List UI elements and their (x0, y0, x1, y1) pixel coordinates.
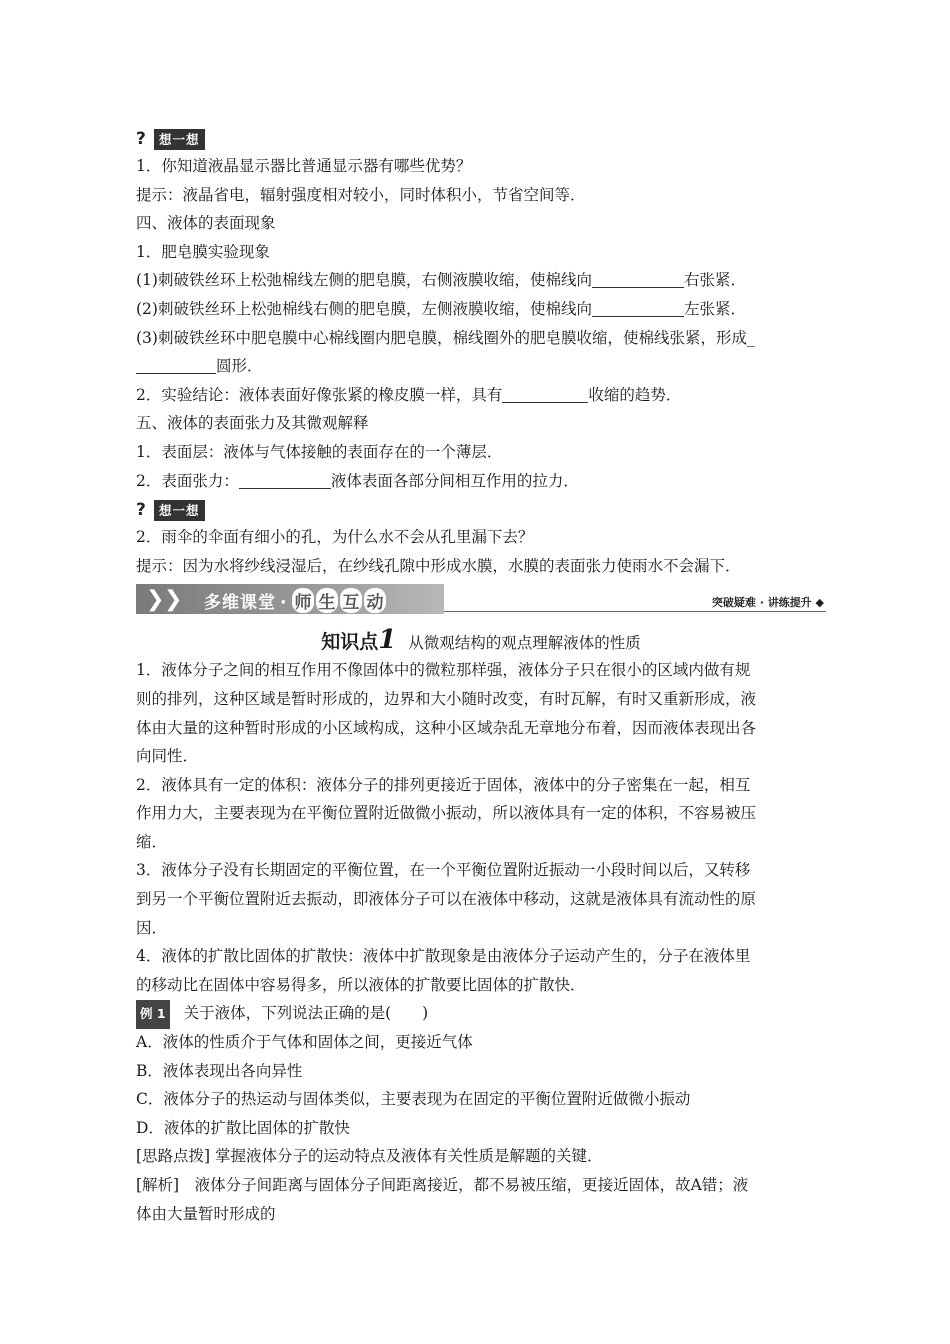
section-5-item-1: 1．表面层：液体与气体接触的表面存在的一个薄层． (136, 442, 503, 461)
section-4-item-1b: (2)刺破铁丝环上松弛棉线右侧的肥皂膜，左侧液膜收缩，使棉线向 左张紧． (136, 299, 746, 318)
answer-1: 提示：液晶省电，辐射强度相对较小，同时体积小，节省空间等． (136, 185, 586, 204)
think-tag: 想一想 (154, 500, 205, 521)
question-icon: ? (136, 129, 146, 149)
think-header-2 (136, 497, 826, 523)
option-a: A．液体的性质介于气体和固体之间，更接近气体 (136, 1033, 473, 1052)
think-tag: 想一想 (154, 129, 205, 150)
banner-side-text: 突破疑难 · 讲练提升 ◆ (704, 594, 824, 610)
paragraph-4: 4．液体的扩散比固体的扩散快：液体中扩散现象是由液体分子运动产生的，分子在液体里 的移动比在固体中容易得多，所以液体的扩散要比固体的扩散快． (136, 947, 751, 994)
answer-2: 提示：因为水将纱线浸湿后，在纱线孔隙中形成水膜，水膜的表面张力使雨水不会漏下． (136, 556, 741, 575)
analysis-line-2: 体由大量暂时形成的 (136, 1204, 276, 1223)
section-4-item-1c-cont: 圆形． (136, 352, 826, 381)
knowledge-point-heading: 知识点1 从微观结构的观点理解液体的性质 (321, 625, 641, 656)
analysis-line-1: [解析] 液体分子间距离与固体分子间距离接近，都不易被压缩，更接近固体，故A错；液 (136, 1176, 749, 1194)
option-c: C．液体分子的热运动与固体类似，主要表现为在固定的平衡位置附近做微小振动 (136, 1090, 691, 1109)
document-page (136, 124, 826, 1228)
think-header-1 (136, 126, 826, 152)
question-1: 1．你知道液晶显示器比普通显示器有哪些优势？ (136, 157, 472, 175)
banner-rule (444, 611, 826, 612)
section-4-heading: 四、液体的表面现象 (136, 214, 276, 233)
question-icon: ? (136, 500, 146, 521)
paragraph-2: 2．液体具有一定的体积：液体分子的排列更接近于固体，液体中的分子密集在一起，相互 作用力大，主要表现为在平衡位置附近做微小振动，所以液体具有一定的体积，不容易被压 缩． (136, 775, 757, 851)
hint-text: [思路点拨] 掌握液体分子的运动特点及液体有关性质是解题的关键． (136, 1147, 603, 1166)
chevron-right-icon: ❯ (146, 587, 165, 613)
fill-blank (136, 355, 216, 374)
fill-blank (592, 269, 684, 288)
section-4-item-1c: (3)刺破铁丝环中肥皂膜中心棉线圈内肥皂膜，棉线圈外的肥皂膜收缩，使棉线张紧，形成_ (136, 328, 755, 347)
chevron-right-icon: ❯ (164, 587, 183, 613)
fill-blank (592, 298, 684, 317)
paragraph-1: 1．液体分子之间的相互作用不像固体中的微粒那样强，液体分子只在很小的区域内做有规 则的排列，这种区域是暂时形成的，边界和大小随时改变，有时瓦解，有时又重新形成，液 体由大量的这种暂时形成的小区域构成，这种小区域杂乱无章地分布着，因而液体表现出各 向同性． (136, 661, 757, 766)
option-b: B．液体表现出各向异性 (136, 1061, 303, 1080)
paragraph-3: 3．液体分子没有长期固定的平衡位置，在一个平衡位置附近振动一小段时间以后，又转移 到另一个平衡位置附近去振动，即液体分子可以在液体中移动，这就是液体具有流动性的原 因． (136, 861, 757, 937)
banner-title: 多维课堂 · 师 生 互 动 (204, 588, 387, 613)
section-4-item-2: 2．实验结论：液体表面好像张紧的橡皮膜一样，具有 收缩的趋势． (136, 385, 682, 404)
question-2: 2．雨伞的伞面有细小的孔，为什么水不会从孔里漏下去？ (136, 528, 534, 547)
fill-blank (239, 470, 331, 489)
section-banner (136, 584, 826, 618)
fill-blank (502, 384, 588, 403)
example-tag: 例 1 (136, 1000, 170, 1029)
option-d: D．液体的扩散比固体的扩散快 (136, 1118, 350, 1137)
example-stem: 例 1 关于液体，下列说法正确的是( ) (136, 999, 826, 1028)
section-5-heading: 五、液体的表面张力及其微观解释 (136, 414, 369, 433)
section-4-item-1a: (1)刺破铁丝环上松弛棉线左侧的肥皂膜，右侧液膜收缩，使棉线向 右张紧． (136, 271, 746, 290)
section-5-item-2: 2．表面张力： 液体表面各部分间相互作用的拉力． (136, 471, 579, 490)
section-4-item-1: 1．肥皂膜实验现象 (136, 242, 270, 261)
